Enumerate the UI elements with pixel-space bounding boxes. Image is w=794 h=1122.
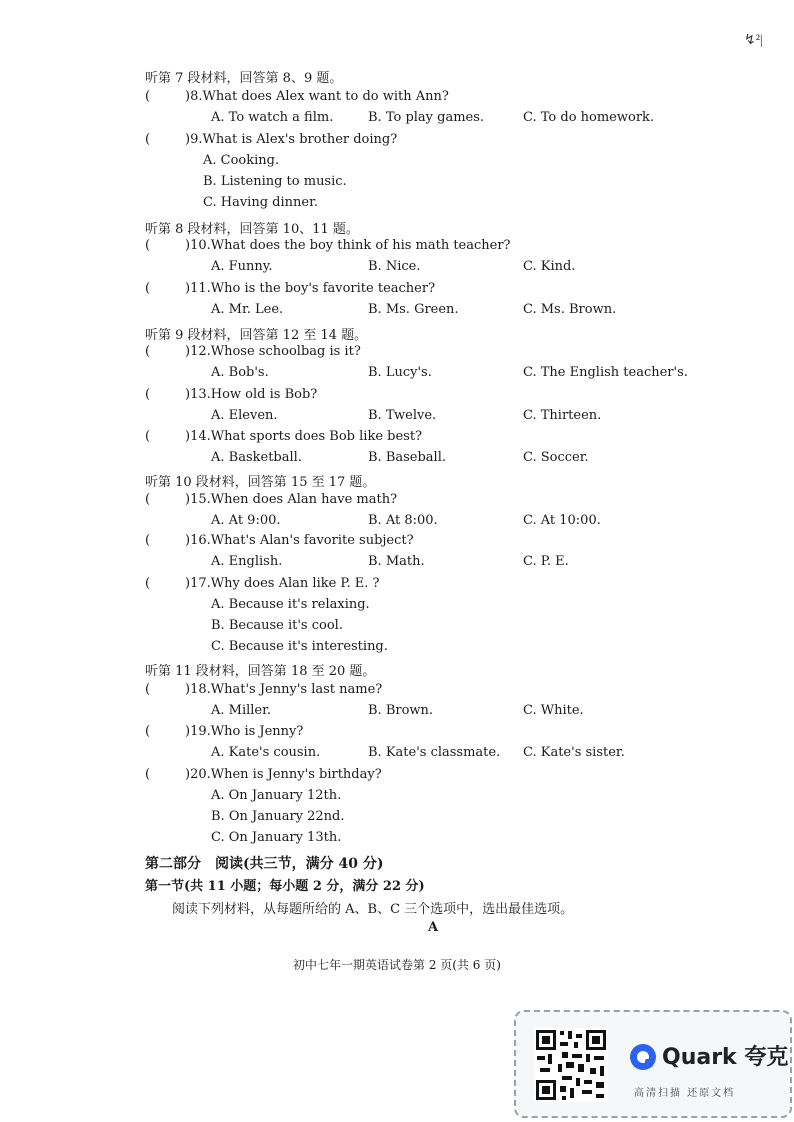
question-line	[145, 533, 414, 548]
question-number: )18.	[185, 682, 211, 697]
question-line	[145, 492, 397, 507]
question-text: What's Jenny's last name?	[210, 682, 383, 697]
answer-blank[interactable]: (	[145, 429, 151, 444]
answer-blank[interactable]: (	[145, 767, 151, 782]
answer-option: B. Brown.	[368, 703, 434, 718]
question-text: What does the boy think of his math teacher?	[210, 238, 511, 253]
answer-option: A. On January 12th.	[211, 788, 342, 803]
question-number: )11.	[185, 281, 211, 296]
answer-option: C. Soccer.	[523, 450, 589, 465]
question-line	[145, 429, 422, 444]
answer-option: A. Cooking.	[203, 153, 280, 168]
question-text: When does Alan have math?	[210, 492, 398, 507]
question-number: )16.	[185, 533, 211, 548]
answer-option: B. At 8:00.	[368, 513, 438, 528]
answer-option: A. Miller.	[211, 703, 272, 718]
qr-code-icon	[534, 1028, 608, 1102]
question-number: )20.	[185, 767, 211, 782]
question-number: )12.	[185, 344, 211, 359]
question-number: )13.	[185, 387, 211, 402]
answer-option: A. Basketball.	[211, 450, 302, 465]
answer-option: C. Having dinner.	[203, 195, 319, 210]
answer-option: B. Kate's classmate.	[368, 745, 501, 760]
question-number: )17.	[185, 576, 211, 591]
answer-option: A. Bob's.	[211, 365, 269, 380]
reading-instruction: 阅读下列材料，从每题所给的 A、B、C 三个选项中，选出最佳选项。	[172, 902, 574, 917]
question-text: Who is Jenny?	[210, 724, 304, 739]
question-number: )9.	[185, 132, 203, 147]
question-number: )10.	[185, 238, 211, 253]
question-number: )19.	[185, 724, 211, 739]
question-number: )8.	[185, 89, 203, 104]
answer-option: C. Ms. Brown.	[523, 302, 617, 317]
answer-blank[interactable]: (	[145, 344, 151, 359]
answer-option: A. Mr. Lee.	[211, 302, 284, 317]
answer-blank[interactable]: (	[145, 724, 151, 739]
answer-option: B. Listening to music.	[203, 174, 347, 189]
question-line	[145, 682, 382, 697]
quark-slogan: 高清扫描 还原文档	[634, 1088, 736, 1099]
question-text: What sports does Bob like best?	[210, 429, 423, 444]
answer-option: C. The English teacher's.	[523, 365, 688, 380]
quark-logo-icon	[628, 1042, 658, 1072]
answer-option: A. To watch a film.	[211, 110, 334, 125]
question-number: )14.	[185, 429, 211, 444]
question-text: How old is Bob?	[210, 387, 318, 402]
passage-label: A	[428, 920, 439, 935]
answer-option: C. Thirteen.	[523, 408, 602, 423]
answer-option: C. Kind.	[523, 259, 576, 274]
quark-brand	[662, 1040, 788, 1071]
question-line	[145, 281, 435, 296]
question-line	[145, 767, 382, 782]
answer-blank[interactable]: (	[145, 89, 151, 104]
answer-option: B. Nice.	[368, 259, 421, 274]
answer-option: A. Because it's relaxing.	[211, 597, 370, 612]
answer-option: B. To play games.	[368, 110, 485, 125]
corner-handwriting: ↯²|	[744, 33, 763, 48]
answer-option: A. English.	[211, 554, 283, 569]
answer-option: C. On January 13th.	[211, 830, 342, 845]
answer-option: B. Because it's cool.	[211, 618, 343, 633]
answer-option: B. Baseball.	[368, 450, 447, 465]
quark-watermark	[514, 1010, 792, 1118]
answer-blank[interactable]: (	[145, 576, 151, 591]
answer-blank[interactable]: (	[145, 492, 151, 507]
answer-blank[interactable]: (	[145, 682, 151, 697]
answer-option: C. At 10:00.	[523, 513, 601, 528]
answer-option: B. On January 22nd.	[211, 809, 345, 824]
question-text: Why does Alan like P. E. ?	[210, 576, 380, 591]
question-line	[145, 724, 303, 739]
question-line	[145, 387, 317, 402]
question-text: What is Alex's brother doing?	[202, 132, 398, 147]
quark-brand-en: Quark	[662, 1045, 737, 1070]
answer-blank[interactable]: (	[145, 238, 151, 253]
part-two-title: 第二部分 阅读(共三节，满分 40 分)	[145, 856, 384, 872]
answer-option: A. Eleven.	[211, 408, 278, 423]
listening-section-heading: 听第 8 段材料，回答第 10、11 题。	[145, 222, 359, 237]
answer-option: B. Math.	[368, 554, 425, 569]
answer-option: C. To do homework.	[523, 110, 655, 125]
listening-section-heading: 听第 11 段材料，回答第 18 至 20 题。	[145, 664, 376, 679]
answer-option: A. At 9:00.	[211, 513, 281, 528]
listening-section-heading: 听第 10 段材料，回答第 15 至 17 题。	[145, 475, 376, 490]
answer-option: B. Ms. Green.	[368, 302, 459, 317]
answer-option: C. Because it's interesting.	[211, 639, 388, 654]
question-line	[145, 576, 380, 591]
question-text: Whose schoolbag is it?	[210, 344, 361, 359]
answer-blank[interactable]: (	[145, 132, 151, 147]
answer-blank[interactable]: (	[145, 533, 151, 548]
question-text: Who is the boy's favorite teacher?	[210, 281, 436, 296]
section-one-title: 第一节(共 11 小题；每小题 2 分，满分 22 分)	[145, 879, 425, 894]
answer-option: B. Lucy's.	[368, 365, 432, 380]
question-line	[145, 132, 397, 147]
quark-brand-cn: 夸克	[744, 1045, 789, 1070]
answer-option: C. Kate's sister.	[523, 745, 625, 760]
listening-section-heading: 听第 9 段材料，回答第 12 至 14 题。	[145, 328, 368, 343]
answer-option: C. White.	[523, 703, 584, 718]
answer-option: A. Funny.	[211, 259, 273, 274]
question-text: What's Alan's favorite subject?	[210, 533, 414, 548]
answer-option: A. Kate's cousin.	[211, 745, 321, 760]
question-line	[145, 344, 361, 359]
answer-blank[interactable]: (	[145, 387, 151, 402]
question-line	[145, 238, 511, 253]
question-text: What does Alex want to do with Ann?	[202, 89, 449, 104]
question-text: When is Jenny's birthday?	[210, 767, 382, 782]
answer-option: C. P. E.	[523, 554, 569, 569]
answer-option: B. Twelve.	[368, 408, 437, 423]
answer-blank[interactable]: (	[145, 281, 151, 296]
question-line	[145, 89, 449, 104]
page-footer: 初中七年一期英语试卷第 2 页(共 6 页)	[293, 958, 501, 972]
listening-section-heading: 听第 7 段材料，回答第 8、9 题。	[145, 71, 343, 86]
question-number: )15.	[185, 492, 211, 507]
